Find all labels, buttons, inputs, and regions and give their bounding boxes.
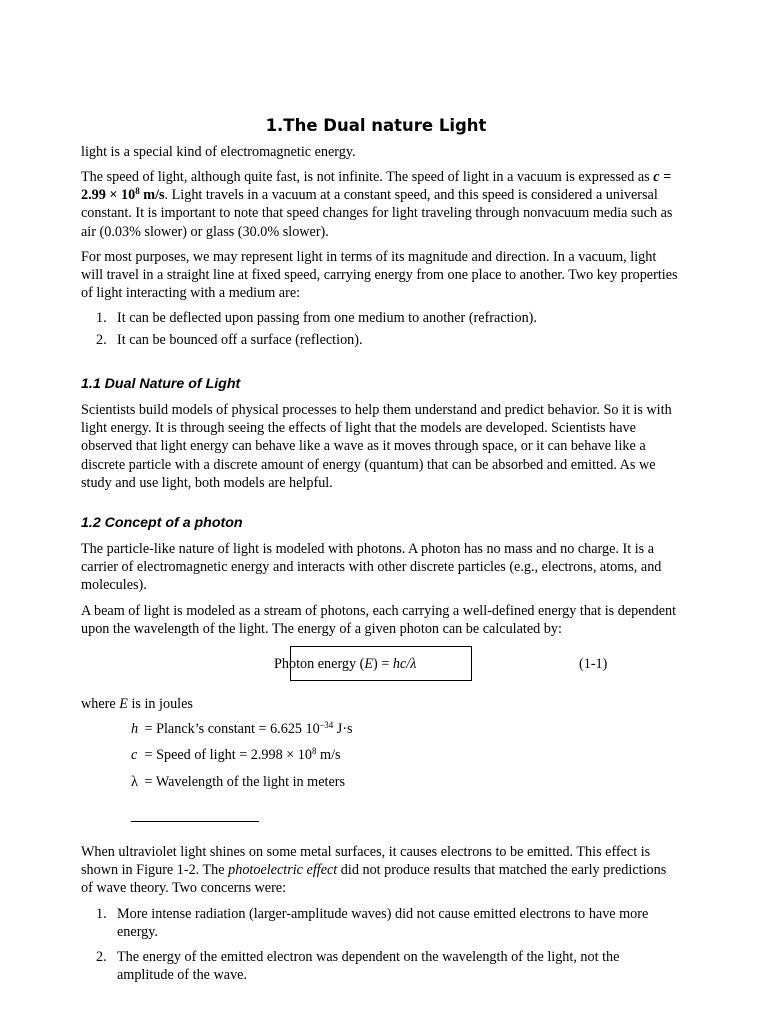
photoelectric-text-before: When ultraviolet light shines on some metal surfaces, it causes electrons to be emitted. This effect is shown in Figure 1-2. The xyxy=(81,844,651,879)
definition-text: = Wavelength of the light in meters xyxy=(141,774,345,790)
equation-rhs: hc/λ xyxy=(392,656,417,672)
list-text: It can be bounced off a surface (reflection). xyxy=(117,332,363,348)
speed-paragraph xyxy=(81,168,681,241)
equation-mid: ) = xyxy=(373,656,393,672)
purposes-paragraph: For most purposes, we may represent light in terms of its magnitude and direction. In a vacuum, light will travel in a straight line at fixed speed, carrying energy from one place to another. Two key properties of light interacting with a medium are: xyxy=(81,249,678,302)
where-rest: is in joules xyxy=(127,696,193,712)
definition-symbol: c xyxy=(131,747,138,763)
definition-speed xyxy=(131,746,341,764)
photon-paragraph-1: The particle-like nature of light is modeled with photons. A photon has no mass and no charge. It is a carrier of electromagnetic energy and interacts with other discrete particles (e.g., electrons, atoms, and molecules). xyxy=(81,541,662,594)
definition-wavelength xyxy=(131,773,345,791)
where-lead: where xyxy=(81,696,120,712)
definition-exponent: 8 xyxy=(312,746,317,756)
photon-energy-equation xyxy=(274,655,416,673)
equation-variable-e: E xyxy=(364,656,374,672)
definition-exponent: –34 xyxy=(319,720,334,730)
speed-text-before: The speed of light, although quite fast, is not infinite. The speed of light in a vacuum is expressed as xyxy=(81,169,654,185)
photoelectric-emphasis: photoelectric effect xyxy=(228,862,338,879)
section-heading-1-1: 1.1 Dual Nature of Light xyxy=(81,376,241,392)
property-list-item xyxy=(96,309,666,327)
speed-text-after: . Light travels in a vacuum at a constant speed, and this speed is considered a universal constant. It is important to note that speed changes for light traveling through nonvacuum media such as air (0.03% slower) or glass (30.0% slower). xyxy=(81,187,673,240)
definition-symbol: h xyxy=(131,721,139,737)
property-list-item xyxy=(96,331,666,349)
definition-symbol: λ xyxy=(131,774,138,790)
intro-paragraph: light is a special kind of electromagnetic energy. xyxy=(81,144,356,160)
equation-number: (1-1) xyxy=(579,656,608,672)
definition-planck xyxy=(131,720,353,738)
list-text: The energy of the emitted electron was dependent on the wavelength of the light, not the amplitude of the wave. xyxy=(117,949,620,984)
concern-list-item xyxy=(96,948,666,984)
photoelectric-text-after: did not produce results that matched the early predictions of wave theory. Two concerns were: xyxy=(81,862,667,897)
concern-list-item xyxy=(96,905,666,941)
photoelectric-paragraph xyxy=(81,843,681,898)
definition-unit: m/s xyxy=(316,747,341,763)
speed-exponent: 8 xyxy=(135,186,140,197)
list-number: 1. xyxy=(96,310,107,326)
where-line xyxy=(81,695,681,713)
photon-paragraph-2: A beam of light is modeled as a stream of photons, each carrying a well-defined energy that is dependent upon the wavelength of the light. The energy of a given photon can be calculated by: xyxy=(81,603,677,638)
equation-lead: Photon energy ( xyxy=(274,656,365,672)
list-text: More intense radiation (larger-amplitude waves) did not cause emitted electrons to have more energy. xyxy=(117,906,649,941)
definition-unit: J·s xyxy=(333,721,353,737)
list-number: 2. xyxy=(96,949,107,965)
list-number: 2. xyxy=(96,332,107,348)
separator-line xyxy=(131,821,259,822)
speed-equation: = 2.99 × 10 xyxy=(81,169,672,204)
list-number: 1. xyxy=(96,906,107,922)
speed-unit: m/s xyxy=(139,187,165,204)
list-text: It can be deflected upon passing from one medium to another (refraction). xyxy=(117,310,537,326)
speed-variable-c: c xyxy=(653,169,660,185)
definition-text: = Planck’s constant = 6.625 10 xyxy=(141,721,320,737)
where-variable: E xyxy=(119,696,128,712)
dual-nature-paragraph: Scientists build models of physical processes to help them understand and predict behavior. So it is with light energy. It is through seeing the effects of light that the models are developed. Scientists have observed that light energy can behave like a wave as it moves through space, or it can behave like a discrete particle with a discrete amount of energy (quantum) that can be absorbed and emitted. As we study and use light, both models are helpful. xyxy=(81,402,672,491)
definition-text: = Speed of light = 2.998 × 10 xyxy=(141,747,312,763)
section-heading-1-2: 1.2 Concept of a photon xyxy=(81,515,243,531)
page-title: 1.The Dual nature Light xyxy=(265,116,487,135)
